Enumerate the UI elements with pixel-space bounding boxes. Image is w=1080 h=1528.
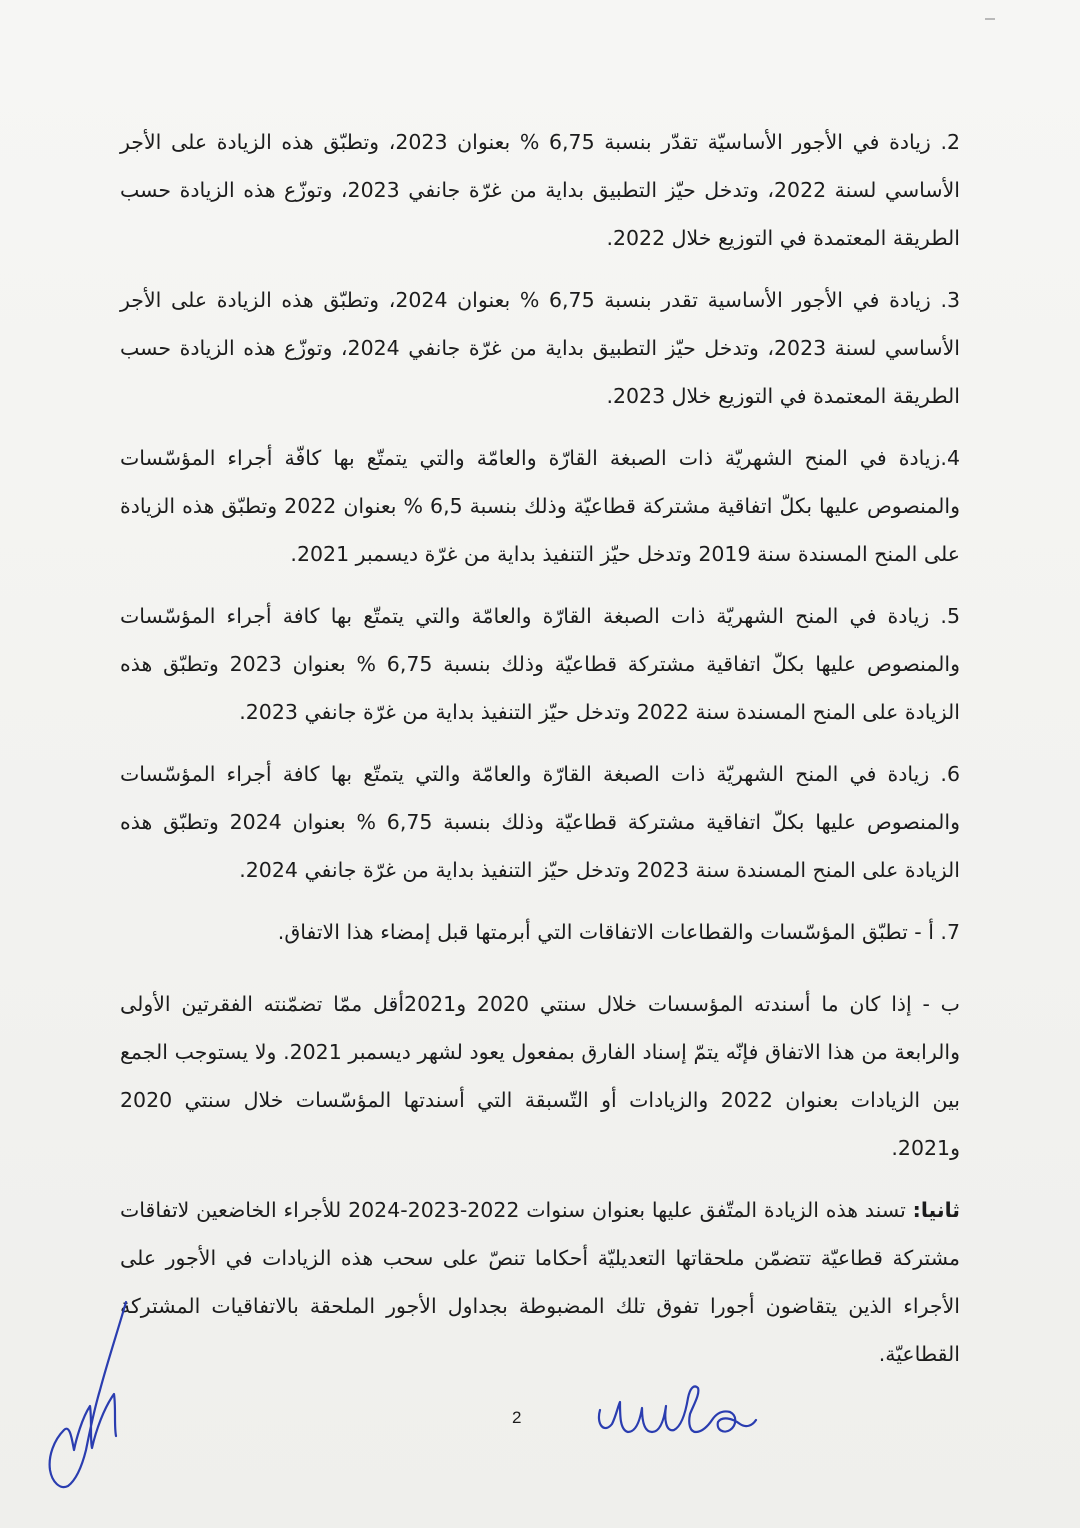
section-text: تسند هذه الزيادة المتّفق عليها بعنوان سنوات 2022-2023-2024 للأجراء الخاضعين لاتفاقات مشتركة قطاعيّة تتضمّن ملحقاتها التعديليّة أحكاما تنصّ على سحب هذه الزيادات في الأجور على الأجراء الذين يتقاضون أجورا تفوق تلك المضبوطة بجداول الأجور الملحقة بالاتفاقيات المشتركة القطاعيّة. — [120, 1198, 960, 1366]
handwritten-initials-right — [590, 1380, 770, 1450]
section-lead: ثانيا: — [912, 1198, 960, 1222]
paragraph-item-3: 3. زيادة في الأجور الأساسية تقدر بنسبة 6,75 % بعنوان 2024، وتطبّق هذه الزيادة على الأجر الأساسي لسنة 2023، وتدخل حيّز التطبيق بداية من غرّة جانفي 2024، وتوزّع هذه الزيادة حسب الطريقة المعتمدة في التوزيع خلال 2023. — [120, 288, 961, 408]
paragraph-item-5: 5. زيادة في المنح الشهريّة ذات الصبغة القارّة والعامّة والتي يتمتّع بها كافة أجراء المؤسّسات والمنصوص عليها بكلّ اتفاقية مشتركة قطاعيّة وذلك بنسبة 6,75 % بعنوان 2023 وتطبّق هذه الزيادة على المنح المسندة سنة 2022 وتدخل حيّز التنفيذ بداية من غرّة جانفي 2023. — [120, 604, 960, 724]
page-number: 2 — [512, 1408, 522, 1427]
paragraph-item-7b: ب - إذا كان ما أسندته المؤسسات خلال سنتي 2020 و2021أقل ممّا تضمّنته الفقرتين الأولى والرابعة من هذا الاتفاق فإنّه يتمّ إسناد الفارق بمفعول يعود لشهر ديسمبر 2021. ولا يستوجب الجمع بين الزيادات بعنوان 2022 والزيادات أو التّسبقة التي أسندتها المؤسّسات خلال سنتي 2020 و2021. — [120, 992, 960, 1160]
scan-mark — [985, 18, 995, 20]
paragraph-item-7a: 7. أ - تطبّق المؤسّسات والقطاعات الاتفاقات التي أبرمتها قبل إمضاء هذا الاتفاق. — [277, 920, 960, 944]
paragraph-second-section — [120, 1186, 960, 1378]
paragraph-item-4: 4.زيادة في المنح الشهريّة ذات الصبغة القارّة والعامّة والتي يتمتّع بها كافّة أجراء المؤسّسات والمنصوص عليها بكلّ اتفاقية مشتركة قطاعيّة وذلك بنسبة 6,5 % بعنوان 2022 وتطبّق هذه الزيادة على المنح المسندة سنة 2019 وتدخل حيّز التنفيذ بداية من غرّة ديسمبر 2021. — [120, 446, 961, 566]
paragraph-item-6: 6. زيادة في المنح الشهريّة ذات الصبغة القارّة والعامّة والتي يتمتّع بها كافة أجراء المؤسّسات والمنصوص عليها بكلّ اتفاقية مشتركة قطاعيّة وذلك بنسبة 6,75 % بعنوان 2024 وتطبّق هذه الزيادة على المنح المسندة سنة 2023 وتدخل حيّز التنفيذ بداية من غرّة جانفي 2024. — [120, 762, 960, 882]
handwritten-signature-left — [30, 1290, 140, 1490]
paragraph-item-2: 2. زيادة في الأجور الأساسيّة تقدّر بنسبة 6,75 % بعنوان 2023، وتطبّق هذه الزيادة على الأجر الأساسي لسنة 2022، وتدخل حيّز التطبيق بداية من غرّة جانفي 2023، وتوزّع هذه الزيادة حسب الطريقة المعتمدة في التوزيع خلال 2022. — [120, 130, 961, 250]
document-body — [120, 118, 960, 1392]
